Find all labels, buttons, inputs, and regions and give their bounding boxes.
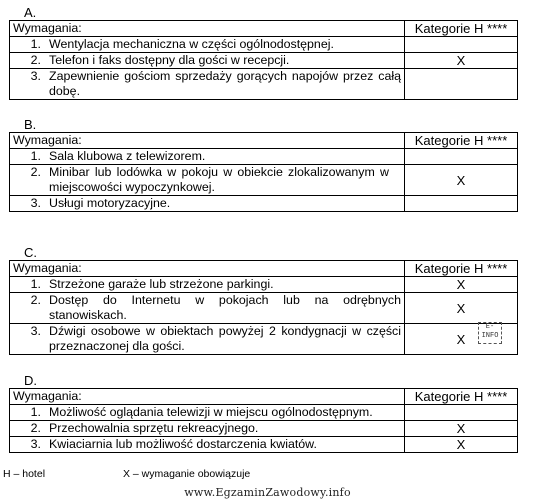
item-number: 1. xyxy=(30,37,41,51)
item-text: Strzeżone garaże lub strzeżone parkingi. xyxy=(49,277,274,291)
item-number: 3. xyxy=(30,324,41,338)
item-text: Dźwigi osobowe w obiektach powyżej 2 kondygnacji w części przeznaczonej dla gości. xyxy=(49,324,401,353)
category-mark: X xyxy=(405,421,518,437)
table-header-requirements: Wymagania: xyxy=(10,261,405,277)
category-mark: X xyxy=(405,165,518,196)
item-text: Telefon i faks dostępny dla gości w recepcji. xyxy=(49,53,290,67)
item-text: Wentylacja mechaniczna w części ogólnodostępnej. xyxy=(49,37,334,51)
table-header-requirements: Wymagania: xyxy=(10,133,405,149)
category-mark xyxy=(405,196,518,212)
item-text: Dostęp do Internetu w pokojach lub na odrębnych stanowiskach. xyxy=(49,293,401,322)
item-text: Kwiaciarnia lub możliwość dostarczenia kwiatów. xyxy=(49,437,317,451)
requirements-table-d xyxy=(9,388,518,453)
item-number: 2. xyxy=(30,165,41,179)
section-letter-d: D. xyxy=(24,373,37,388)
table-row xyxy=(10,196,518,212)
item-number: 1. xyxy=(30,277,41,291)
item-number: 3. xyxy=(30,437,41,451)
table-header-category: Kategorie H **** xyxy=(405,133,518,149)
table-row xyxy=(10,69,518,100)
item-text: Sala klubowa z telewizorem. xyxy=(49,149,206,163)
table-row xyxy=(10,421,518,437)
requirements-table-b xyxy=(9,132,518,212)
table-row xyxy=(10,437,518,453)
item-text: Przechowalnia sprzętu rekreacyjnego. xyxy=(49,421,259,435)
requirements-table-a xyxy=(9,20,518,100)
table-row xyxy=(10,37,518,53)
item-number: 3. xyxy=(30,69,41,83)
legend-required: X – wymaganie obowiązuje xyxy=(123,468,251,480)
item-number: 3. xyxy=(30,196,41,210)
table-header-category: Kategorie H **** xyxy=(405,389,518,405)
category-mark: X xyxy=(405,324,518,355)
table-header-category: Kategorie H **** xyxy=(405,261,518,277)
table-row xyxy=(10,53,518,69)
table-row xyxy=(10,293,518,324)
table-row xyxy=(10,165,518,196)
table-row xyxy=(10,324,518,355)
category-mark: X xyxy=(405,293,518,324)
category-mark xyxy=(405,37,518,53)
category-mark xyxy=(405,149,518,165)
table-header-requirements: Wymagania: xyxy=(10,21,405,37)
item-number: 1. xyxy=(30,149,41,163)
item-number: 2. xyxy=(30,53,41,67)
category-mark: X xyxy=(405,277,518,293)
table-row xyxy=(10,149,518,165)
section-letter-b: B. xyxy=(24,117,37,132)
info-stamp-icon: E-INFO xyxy=(478,322,502,344)
category-mark: X xyxy=(405,437,518,453)
item-number: 2. xyxy=(30,421,41,435)
requirements-table-c xyxy=(9,260,518,355)
category-mark xyxy=(405,405,518,421)
item-text: Minibar lub lodówka w pokoju w obiekcie zlokalizowanym w miejscowości wypoczynkowej. xyxy=(49,165,389,194)
item-text: Możliwość oglądania telewizji w miejscu ogólnodostępnym. xyxy=(49,405,373,419)
category-mark xyxy=(405,69,518,100)
item-number: 1. xyxy=(30,405,41,419)
section-letter-c: C. xyxy=(24,245,37,260)
table-header-category: Kategorie H **** xyxy=(405,21,518,37)
category-mark: X xyxy=(405,53,518,69)
item-text: Usługi motoryzacyjne. xyxy=(49,196,171,210)
section-letter-a: A. xyxy=(24,5,37,20)
table-row xyxy=(10,277,518,293)
table-row xyxy=(10,405,518,421)
table-header-requirements: Wymagania: xyxy=(10,389,405,405)
item-number: 2. xyxy=(30,293,41,307)
legend-hotel: H – hotel xyxy=(3,468,46,480)
item-text: Zapewnienie gościom sprzedaży gorących napojów przez całą dobę. xyxy=(49,69,401,98)
watermark-url: www.EgzaminZawodowy.info xyxy=(184,486,351,499)
